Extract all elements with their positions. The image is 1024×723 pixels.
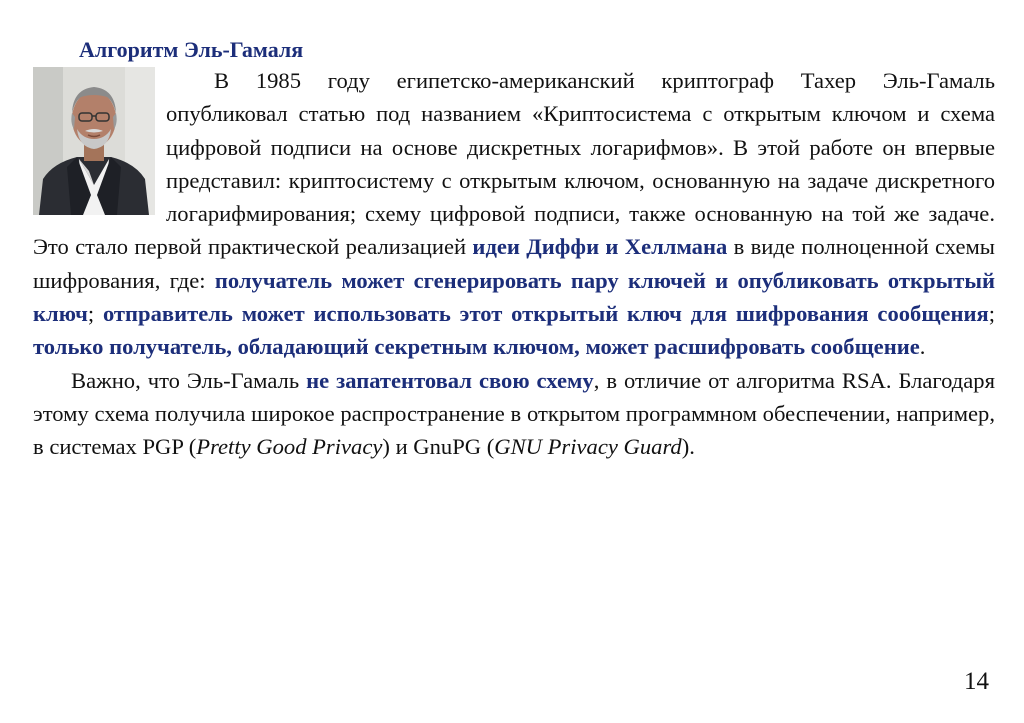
paragraph-patent-text-4: ). bbox=[681, 434, 695, 460]
highlight-diffie-hellman: идеи Диффи и Хеллмана bbox=[472, 234, 728, 260]
paragraph-history-text-1: В 1985 году египетско-американский криптограф Тахер Эль-Гамаль опубликовал статью под названием «Криптосистема с открытым ключом и схема цифровой подписи на основе дискретных логарифмов». В этой работе он впервые представил: криптосистему с открытым ключом, основанную на задаче дискретного логарифмирования; схему цифровой подписи, также основанную на той же задаче. Это стало первой практической реализацией bbox=[33, 68, 995, 260]
slide-body bbox=[33, 64, 995, 464]
highlight-receiver-decrypts: только получатель, обладающий секретным ключом, может расшифровать сообщение bbox=[33, 334, 920, 360]
highlight-sender-encrypts: отправитель может использовать этот открытый ключ для шифрования сообщения bbox=[102, 301, 989, 327]
paragraph-history-text-5: . bbox=[919, 334, 926, 360]
paragraph-history-text-2: в виде полноценной схемы шифрования, где: bbox=[33, 234, 995, 293]
paragraph-history bbox=[33, 64, 995, 364]
pgp-expansion: Pretty Good Privacy bbox=[196, 434, 383, 460]
paragraph-patent-text-2: , в отличие от алгоритма RSA. Благодаря этому схема получила широкое распространение в открытом программном обеспечении, например, в системах PGP ( bbox=[33, 367, 995, 460]
gnupg-expansion: GNU Privacy Guard bbox=[494, 434, 682, 460]
paragraph-patent-text-3: ) и GnuPG ( bbox=[382, 434, 495, 460]
paragraph-history-text-3: ; bbox=[87, 301, 103, 327]
paragraph-patent bbox=[33, 364, 995, 464]
slide-title: Алгоритм Эль-Гамаля bbox=[79, 37, 304, 62]
highlight-not-patented: не запатентовал свою схему bbox=[306, 367, 594, 393]
highlight-receiver-keys: получатель может сгенерировать пару ключей и опубликовать открытый ключ bbox=[33, 267, 995, 327]
portrait-spacer bbox=[33, 64, 166, 230]
page-number: 14 bbox=[964, 668, 989, 695]
paragraph-history-text-4: ; bbox=[988, 301, 995, 327]
paragraph-patent-text-1: Важно, что Эль-Гамаль bbox=[71, 367, 307, 393]
